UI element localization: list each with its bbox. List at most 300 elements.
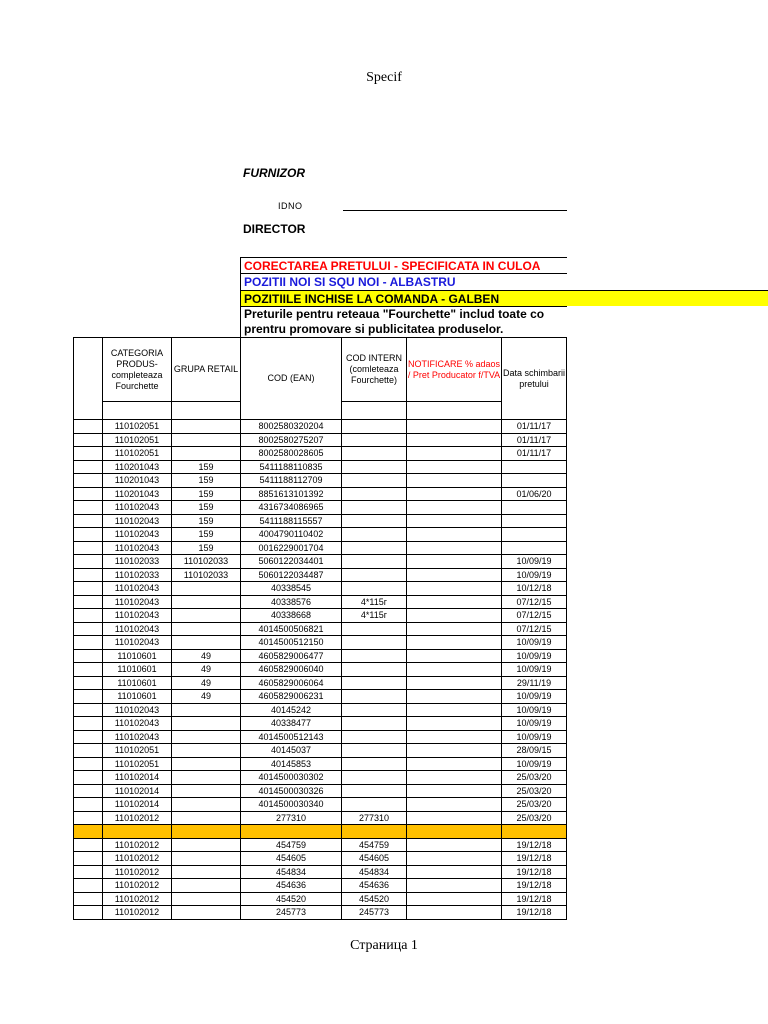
table-row <box>74 636 567 650</box>
cell-categoria: 11010601 <box>103 649 172 663</box>
cell-cod-intern <box>342 501 407 515</box>
row-number-cell <box>74 757 103 771</box>
cell-cod-ean: 8002580275207 <box>241 433 342 447</box>
cell-data: 25/03/20 <box>502 784 567 798</box>
table-row <box>74 595 567 609</box>
table-row <box>74 811 567 825</box>
cell-data: 10/09/19 <box>502 717 567 731</box>
row-number-cell <box>74 703 103 717</box>
cell-cod-intern: 454759 <box>342 838 407 852</box>
table-row <box>74 676 567 690</box>
cell-grupa <box>172 730 241 744</box>
cell-cod-intern <box>342 663 407 677</box>
row-number-cell <box>74 447 103 461</box>
cell-categoria: 110102051 <box>103 433 172 447</box>
notice-price-correction: CORECTAREA PRETULUI - SPECIFICATA IN CULOA <box>240 257 567 273</box>
cell-data: 07/12/15 <box>502 595 567 609</box>
cell-cod-intern: 277310 <box>342 811 407 825</box>
cell-notificare <box>407 420 502 434</box>
cell-notificare <box>407 811 502 825</box>
cell-notificare <box>407 892 502 906</box>
row-number-cell <box>74 514 103 528</box>
table-row <box>74 663 567 677</box>
cell-categoria: 110102043 <box>103 528 172 542</box>
table-row <box>74 784 567 798</box>
cell-cod-intern <box>342 568 407 582</box>
table-row <box>74 703 567 717</box>
cell-grupa <box>172 906 241 920</box>
cell-data: 19/12/18 <box>502 892 567 906</box>
cell-cod-intern <box>342 690 407 704</box>
cell-notificare <box>407 663 502 677</box>
table-row <box>74 447 567 461</box>
cell-categoria: 11010601 <box>103 690 172 704</box>
cell-data: 19/12/18 <box>502 865 567 879</box>
cell-cod-intern <box>342 757 407 771</box>
cell-cod-intern <box>342 420 407 434</box>
cell-data <box>502 514 567 528</box>
cell-notificare <box>407 568 502 582</box>
cell-grupa: 159 <box>172 487 241 501</box>
cell-cod-intern <box>342 541 407 555</box>
cell-cod-ean: 454759 <box>241 838 342 852</box>
cell-notificare <box>407 798 502 812</box>
table-row <box>74 879 567 893</box>
cell-notificare <box>407 447 502 461</box>
cell-notificare <box>407 649 502 663</box>
cell-cod-intern <box>342 555 407 569</box>
cell-grupa <box>172 757 241 771</box>
cell-notificare <box>407 852 502 866</box>
cell-cod-ean: 454605 <box>241 852 342 866</box>
cell-notificare <box>407 460 502 474</box>
table-row <box>74 420 567 434</box>
cell-data: 10/09/19 <box>502 555 567 569</box>
cell-data: 19/12/18 <box>502 906 567 920</box>
cell-categoria: 110102012 <box>103 865 172 879</box>
cell-grupa <box>172 447 241 461</box>
table-row <box>74 555 567 569</box>
cell-notificare <box>407 744 502 758</box>
cell-cod-ean: 4004790110402 <box>241 528 342 542</box>
row-number-cell <box>74 852 103 866</box>
row-number-cell <box>74 865 103 879</box>
cell-cod-ean: 5411188115557 <box>241 514 342 528</box>
cell-cod-ean: 0016229001704 <box>241 541 342 555</box>
idno-field-line <box>343 210 567 211</box>
row-number-cell <box>74 541 103 555</box>
cell-data: 28/09/15 <box>502 744 567 758</box>
cell-grupa <box>172 892 241 906</box>
cell-categoria: 110102033 <box>103 555 172 569</box>
sheet-title: Specif <box>366 70 402 85</box>
cell-cod-intern <box>342 771 407 785</box>
cell-cod-ean: 4014500030326 <box>241 784 342 798</box>
cell-cod-intern <box>342 676 407 690</box>
cell-categoria: 110102012 <box>103 906 172 920</box>
cell-notificare <box>407 784 502 798</box>
table-row <box>74 690 567 704</box>
row-number-cell <box>74 636 103 650</box>
cell-categoria: 110102014 <box>103 784 172 798</box>
cell-cod-ean: 4316734086965 <box>241 501 342 515</box>
cell-cod-ean: 245773 <box>241 906 342 920</box>
cell-notificare <box>407 636 502 650</box>
cell-notificare <box>407 676 502 690</box>
cell-cod-intern <box>342 433 407 447</box>
row-number-cell <box>74 568 103 582</box>
header-categoria: CATEGORIA PRODUS- completeaza Fourchette <box>103 338 172 402</box>
cell-grupa: 159 <box>172 528 241 542</box>
cell-grupa: 110102033 <box>172 568 241 582</box>
cell-data <box>502 501 567 515</box>
row-number-cell <box>74 771 103 785</box>
row-number-cell <box>74 622 103 636</box>
cell-data: 10/09/19 <box>502 649 567 663</box>
cell-data: 01/11/17 <box>502 433 567 447</box>
subheader-cell <box>407 402 502 420</box>
cell-data <box>502 474 567 488</box>
cell-cod-intern <box>342 784 407 798</box>
cell-cod-ean: 4014500030340 <box>241 798 342 812</box>
cell-categoria: 110102043 <box>103 582 172 596</box>
cell-notificare <box>407 865 502 879</box>
cell-cod-ean: 40338477 <box>241 717 342 731</box>
cell-data: 19/12/18 <box>502 852 567 866</box>
cell-grupa <box>172 717 241 731</box>
cell-cod-intern <box>342 717 407 731</box>
cell-categoria: 110201043 <box>103 487 172 501</box>
table-row <box>74 717 567 731</box>
table-row <box>74 541 567 555</box>
cell-notificare <box>407 514 502 528</box>
cell-cod-ean: 5060122034401 <box>241 555 342 569</box>
row-number-cell <box>74 474 103 488</box>
cell-cod-ean: 4605829006064 <box>241 676 342 690</box>
header-data: Data schimbarii pretului <box>502 338 567 420</box>
cell-cod-ean: 454520 <box>241 892 342 906</box>
cell-notificare <box>407 609 502 623</box>
cell-data: 29/11/19 <box>502 676 567 690</box>
row-number-cell <box>74 501 103 515</box>
cell-data: 10/09/19 <box>502 730 567 744</box>
cell-data: 01/11/17 <box>502 447 567 461</box>
notice-closed-positions: POZITIILE INCHISE LA COMANDA - GALBEN <box>240 290 768 306</box>
table-row <box>74 433 567 447</box>
cell-grupa <box>172 636 241 650</box>
cell-data: 07/12/15 <box>502 609 567 623</box>
cell-cod-intern: 4*115г <box>342 609 407 623</box>
cell-data: 19/12/18 <box>502 879 567 893</box>
cell-cod-intern <box>342 582 407 596</box>
notice-new-positions: POZITII NOI SI SQU NOI - ALBASTRU <box>240 273 567 290</box>
cell-cod-ean: 40145037 <box>241 744 342 758</box>
cell-cod-intern <box>342 622 407 636</box>
cell-notificare <box>407 555 502 569</box>
table-row <box>74 568 567 582</box>
cell-notificare <box>407 501 502 515</box>
cell-notificare <box>407 717 502 731</box>
cell-categoria: 110102014 <box>103 771 172 785</box>
row-number-cell <box>74 528 103 542</box>
cell-cod-intern: 454605 <box>342 852 407 866</box>
cell-notificare <box>407 690 502 704</box>
cell-grupa: 49 <box>172 649 241 663</box>
cell-cod-ean: 40338545 <box>241 582 342 596</box>
table-row <box>74 487 567 501</box>
cell-data <box>502 825 567 839</box>
cell-categoria: 11010601 <box>103 663 172 677</box>
cell-grupa <box>172 865 241 879</box>
table-header-row <box>74 338 567 402</box>
cell-cod-ean: 4014500512150 <box>241 636 342 650</box>
cell-data: 01/11/17 <box>502 420 567 434</box>
table-row <box>74 892 567 906</box>
cell-notificare <box>407 825 502 839</box>
cell-data: 10/09/19 <box>502 568 567 582</box>
cell-data: 19/12/18 <box>502 838 567 852</box>
cell-notificare <box>407 730 502 744</box>
table-row <box>74 649 567 663</box>
notice-line-2: prentru promovare si publicitatea produselor. <box>244 322 504 336</box>
cell-categoria: 110102014 <box>103 798 172 812</box>
cell-cod-intern: 454636 <box>342 879 407 893</box>
cell-grupa <box>172 879 241 893</box>
table-row <box>74 622 567 636</box>
cell-notificare <box>407 771 502 785</box>
row-number-cell <box>74 487 103 501</box>
cell-categoria: 110102043 <box>103 501 172 515</box>
cell-grupa <box>172 420 241 434</box>
row-number-cell <box>74 825 103 839</box>
cell-notificare <box>407 582 502 596</box>
cell-notificare <box>407 528 502 542</box>
header-cod-ean: COD (EAN) <box>241 338 342 420</box>
cell-cod-intern <box>342 460 407 474</box>
cell-grupa <box>172 771 241 785</box>
cell-grupa: 159 <box>172 501 241 515</box>
cell-data: 25/03/20 <box>502 811 567 825</box>
cell-notificare <box>407 622 502 636</box>
idno-label: IDNO <box>278 201 303 211</box>
table-row <box>74 825 567 839</box>
cell-categoria: 110102043 <box>103 703 172 717</box>
cell-grupa <box>172 582 241 596</box>
cell-data <box>502 460 567 474</box>
cell-data: 01/06/20 <box>502 487 567 501</box>
cell-grupa <box>172 609 241 623</box>
header-grupa: GRUPA RETAIL <box>172 338 241 402</box>
cell-cod-ean: 4014500512143 <box>241 730 342 744</box>
cell-cod-ean: 40145242 <box>241 703 342 717</box>
table-row <box>74 906 567 920</box>
table-row <box>74 798 567 812</box>
cell-grupa <box>172 622 241 636</box>
cell-grupa <box>172 852 241 866</box>
row-number-cell <box>74 730 103 744</box>
page-footer: Страница 1 <box>350 938 418 953</box>
cell-grupa <box>172 784 241 798</box>
cell-data: 10/09/19 <box>502 690 567 704</box>
cell-cod-intern <box>342 703 407 717</box>
cell-grupa: 49 <box>172 676 241 690</box>
cell-cod-intern <box>342 825 407 839</box>
cell-data: 10/09/19 <box>502 636 567 650</box>
row-number-cell <box>74 649 103 663</box>
cell-grupa: 159 <box>172 541 241 555</box>
cell-grupa: 110102033 <box>172 555 241 569</box>
table-row <box>74 865 567 879</box>
cell-categoria: 110102043 <box>103 541 172 555</box>
cell-notificare <box>407 595 502 609</box>
cell-grupa <box>172 811 241 825</box>
row-number-cell <box>74 676 103 690</box>
cell-data: 10/12/18 <box>502 582 567 596</box>
row-number-cell <box>74 609 103 623</box>
row-number-cell <box>74 906 103 920</box>
cell-cod-intern <box>342 636 407 650</box>
cell-data: 25/03/20 <box>502 771 567 785</box>
cell-categoria: 110102043 <box>103 730 172 744</box>
cell-categoria: 110102051 <box>103 447 172 461</box>
cell-categoria: 110102012 <box>103 892 172 906</box>
cell-cod-ean: 4605829006477 <box>241 649 342 663</box>
table-row <box>74 852 567 866</box>
furnizor-label: FURNIZOR <box>243 166 305 180</box>
cell-categoria: 110102043 <box>103 514 172 528</box>
cell-cod-intern: 4*115г <box>342 595 407 609</box>
cell-cod-ean: 4605829006040 <box>241 663 342 677</box>
cell-cod-ean <box>241 825 342 839</box>
table-row <box>74 838 567 852</box>
cell-grupa <box>172 433 241 447</box>
row-number-cell <box>74 433 103 447</box>
cell-cod-ean: 4014500506821 <box>241 622 342 636</box>
cell-cod-intern <box>342 514 407 528</box>
table-row <box>74 501 567 515</box>
row-number-cell <box>74 663 103 677</box>
cell-notificare <box>407 879 502 893</box>
header-notificare: NOTIFICARE % adaos / Pret Producator f/TVA <box>407 338 502 402</box>
cell-categoria: 110102012 <box>103 811 172 825</box>
row-number-cell <box>74 798 103 812</box>
table-row <box>74 528 567 542</box>
cell-categoria: 110102012 <box>103 852 172 866</box>
row-number-cell <box>74 717 103 731</box>
cell-data: 10/09/19 <box>502 703 567 717</box>
row-number-cell <box>74 879 103 893</box>
cell-grupa: 49 <box>172 690 241 704</box>
cell-cod-intern: 454834 <box>342 865 407 879</box>
table-row <box>74 730 567 744</box>
table-row <box>74 460 567 474</box>
cell-notificare <box>407 541 502 555</box>
director-label: DIRECTOR <box>243 222 306 236</box>
cell-grupa <box>172 703 241 717</box>
cell-cod-intern <box>342 649 407 663</box>
cell-cod-ean: 5411188112709 <box>241 474 342 488</box>
cell-cod-ean: 40145853 <box>241 757 342 771</box>
cell-cod-intern <box>342 447 407 461</box>
cell-cod-ean: 4014500030302 <box>241 771 342 785</box>
cell-grupa <box>172 595 241 609</box>
cell-grupa: 49 <box>172 663 241 677</box>
cell-cod-ean: 454636 <box>241 879 342 893</box>
row-number-cell <box>74 892 103 906</box>
cell-cod-intern <box>342 744 407 758</box>
cell-data: 07/12/15 <box>502 622 567 636</box>
cell-categoria: 110102043 <box>103 622 172 636</box>
cell-cod-intern: 245773 <box>342 906 407 920</box>
cell-cod-ean: 5411188110835 <box>241 460 342 474</box>
cell-notificare <box>407 703 502 717</box>
table-row <box>74 771 567 785</box>
row-number-cell <box>74 420 103 434</box>
cell-cod-ean: 8002580028605 <box>241 447 342 461</box>
cell-cod-intern <box>342 474 407 488</box>
cell-data <box>502 528 567 542</box>
cell-categoria: 110102051 <box>103 420 172 434</box>
cell-notificare <box>407 838 502 852</box>
cell-cod-ean: 40338668 <box>241 609 342 623</box>
cell-categoria: 11010601 <box>103 676 172 690</box>
row-number-cell <box>74 690 103 704</box>
notice-line-1: Preturile pentru reteaua "Fourchette" includ toate co <box>244 307 545 321</box>
cell-categoria: 110102051 <box>103 757 172 771</box>
row-number-cell <box>74 460 103 474</box>
cell-grupa: 159 <box>172 514 241 528</box>
table-row <box>74 582 567 596</box>
cell-cod-intern <box>342 730 407 744</box>
table-row <box>74 609 567 623</box>
cell-grupa <box>172 838 241 852</box>
cell-cod-ean: 4605829006231 <box>241 690 342 704</box>
cell-categoria <box>103 825 172 839</box>
notice-fourchette-prices <box>240 306 567 338</box>
cell-data: 25/03/20 <box>502 798 567 812</box>
cell-cod-ean: 8002580320204 <box>241 420 342 434</box>
price-specification-table <box>73 337 567 920</box>
subheader-cell <box>342 402 407 420</box>
subheader-cell <box>103 402 172 420</box>
cell-cod-intern <box>342 798 407 812</box>
row-number-cell <box>74 582 103 596</box>
table-row <box>74 474 567 488</box>
cell-notificare <box>407 433 502 447</box>
cell-categoria: 110102043 <box>103 609 172 623</box>
cell-cod-ean: 5060122034487 <box>241 568 342 582</box>
cell-cod-ean: 454834 <box>241 865 342 879</box>
header-blank-cell <box>74 338 103 420</box>
cell-notificare <box>407 906 502 920</box>
cell-notificare <box>407 474 502 488</box>
cell-categoria: 110102043 <box>103 717 172 731</box>
table-row <box>74 514 567 528</box>
row-number-cell <box>74 555 103 569</box>
cell-categoria: 110201043 <box>103 474 172 488</box>
header-cod-intern: COD INTERN (comleteaza Fourchette) <box>342 338 407 402</box>
cell-notificare <box>407 487 502 501</box>
cell-grupa <box>172 744 241 758</box>
subheader-cell <box>172 402 241 420</box>
cell-cod-intern: 454520 <box>342 892 407 906</box>
cell-categoria: 110102033 <box>103 568 172 582</box>
table-row <box>74 744 567 758</box>
row-number-cell <box>74 838 103 852</box>
row-number-cell <box>74 811 103 825</box>
cell-categoria: 110102043 <box>103 595 172 609</box>
cell-cod-ean: 277310 <box>241 811 342 825</box>
